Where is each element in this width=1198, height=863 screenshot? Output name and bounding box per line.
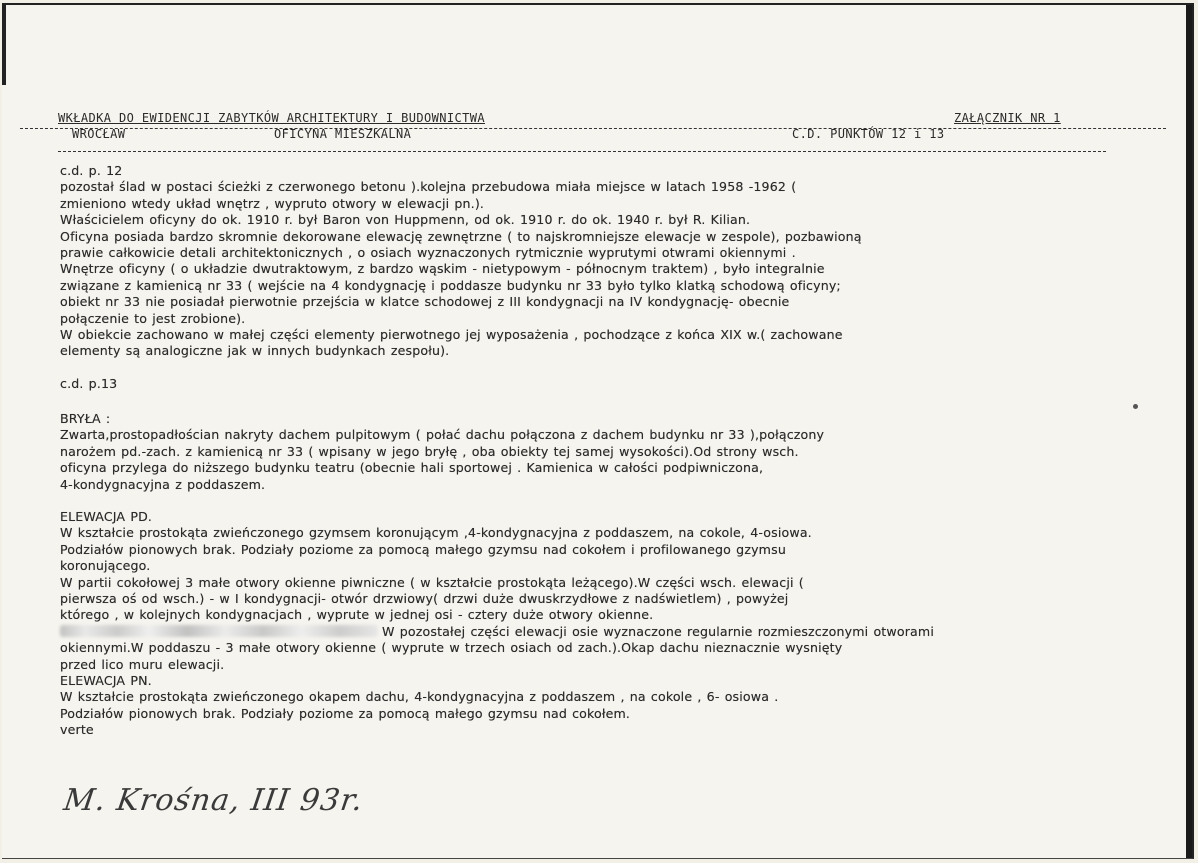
body-line: pierwsza oś od wsch.) - w I kondygnacji- otwór drzwiowy( drzwi duże dwuskrzydłowe z nadświetlem) , powyżej — [60, 590, 789, 606]
section-heading-bryla: BRYŁA : — [60, 411, 111, 427]
body-line: Zwarta,prostopadłościan nakryty dachem pulpitowym ( połać dachu połączona z dachem budynku nr 33 ),połączony — [60, 427, 825, 443]
body-line-text: W pozostałej części elewacji osie wyznaczone regularnie rozmieszczonymi otworami — [382, 623, 934, 639]
body-line: c.d. p. 12 — [60, 163, 123, 178]
attachment-number: ZAŁĄCZNIK NR 1 — [954, 111, 1061, 125]
sheet-edge-mark — [2, 5, 6, 85]
sheet-right-border — [1186, 5, 1193, 859]
header-divider-lower — [58, 151, 1106, 152]
body-line: W kształcie prostokąta zwieńczonego okapem dachu, 4-kondygnacyjna z poddaszem , na cokole , 6- osiowa . — [60, 689, 779, 705]
body-line: Właścicielem oficyny do ok. 1910 r. był Baron von Huppmenn, od ok. 1910 r. do ok. 1940 r. był R. Kilian. — [60, 212, 751, 228]
body-line: połączenie to jest zrobione). — [60, 310, 246, 326]
body-line: Podziałów pionowych brak. Podziały poziome za pomocą małego gzymsu nad cokołem i profilowanego gzymsu — [60, 541, 786, 557]
body-line: pozostał ślad w postaci ścieżki z czerwonego betonu ).kolejna przebudowa miała miejsce w latach 1958 -1962 ( — [60, 179, 797, 195]
body-line: 4-kondygnacyjna z poddaszem. — [60, 476, 266, 492]
body-line: Oficyna posiada bardzo skromnie dekorowane elewację zewnętrzne ( to najskromniejsze elewacje w zespole), pozbawioną — [60, 228, 862, 244]
body-line: narożem pd.-zach. z kamienicą nr 33 ( wpisany w jego bryłę , oba obiekty tej samej wysokości).Od strony wsch. — [60, 443, 799, 459]
body-line: W kształcie prostokąta zwieńczonego gzymsem koronującym ,4-kondygnacyjna z poddaszem, na cokole, 4-osiowa. — [60, 525, 812, 541]
verte-note: verte — [60, 722, 94, 738]
city-field: WROCŁAW — [72, 127, 126, 141]
body-line: przed lico muru elewacji. — [60, 656, 225, 672]
header-divider — [20, 128, 1166, 129]
document-body — [60, 163, 1160, 739]
handwritten-signature: M. Krośna, III 93r. — [61, 783, 366, 818]
body-line: zmieniono wtedy układ wnętrz , wypruto otwory w elewacji pn.). — [60, 195, 485, 211]
object-name-field: OFICYNA MIESZKALNA — [274, 127, 412, 141]
body-line: W partii cokołowej 3 małe otwory okienne piwniczne ( w kształcie prostokąta leżącego).W części wsch. elewacji ( — [60, 574, 804, 590]
body-line: obiekt nr 33 nie posiadał pierwotnie przejścia w klatce schodowej z III kondygnacji na IV kondygnację- obecnie — [60, 294, 790, 310]
body-line: oficyna przylega do niższego budynku teatru (obecnie hali sportowej . Kamienica w całości podpiwniczona, — [60, 460, 764, 476]
body-line: prawie całkowicie detali architektonicznych , o osiach wyznaczonych rytmicznie wyprutymi otwrami okiennymi . — [60, 244, 796, 260]
body-line: okiennymi.W poddaszu - 3 małe otwory okienne ( wyprute w trzech osiach od zach.).Okap dachu nieznacznie wysnięty — [60, 640, 843, 656]
body-line: Podziałów pionowych brak. Podziały poziome za pomocą małego gzymsu nad cokołem. — [60, 705, 631, 721]
body-line: którego , w kolejnych kondygnacjach , wyprute w jednej osi - cztery duże otwory okienne. — [60, 607, 654, 623]
body-line: elementy są analogiczne jak w innych budynkach zespołu). — [60, 343, 450, 359]
ink-dot — [1133, 404, 1138, 409]
section-continuation: c.d. p.13 — [60, 375, 118, 391]
section-heading-elewacja-pn: ELEWACJA PN. — [60, 672, 152, 688]
body-line-redacted — [60, 624, 1160, 640]
redacted-text — [60, 625, 378, 637]
body-line: koronującego. — [60, 558, 151, 574]
points-reference: C.D. PUNKTÓW 12 i 13 — [792, 127, 945, 141]
section-heading-elewacja-pd: ELEWACJA PD. — [60, 509, 153, 525]
body-line: związane z kamienicą nr 33 ( wejście na 4 kondygnację i poddasze budynku nr 33 było tylko klatką schodową oficyny; — [60, 277, 841, 293]
document-sheet — [2, 3, 1194, 859]
form-title: WKŁADKA DO EWIDENCJI ZABYTKÓW ARCHITEKTURY I BUDOWNICTWA — [58, 111, 485, 125]
body-line: Wnętrze oficyny ( o układzie dwutraktowym, z bardzo wąskim - nietypowym - północnym traktem) , było integralnie — [60, 261, 825, 277]
body-line: W obiekcie zachowano w małej części elementy pierwotnego jej wyposażenia , pochodzące z końca XIX w.( zachowane — [60, 326, 843, 342]
